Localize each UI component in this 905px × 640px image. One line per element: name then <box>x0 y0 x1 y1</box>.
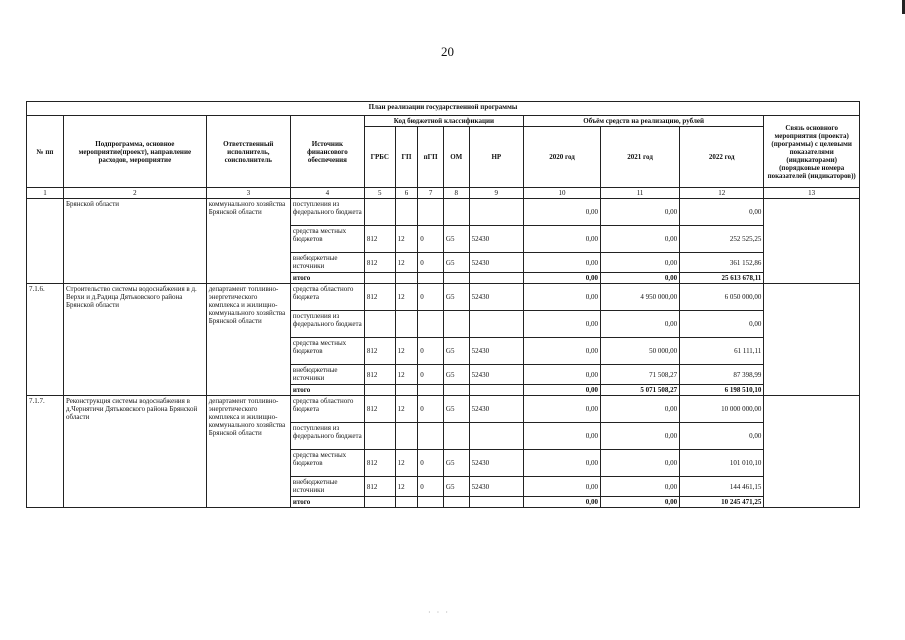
row-source: поступления из федерального бюджета <box>290 423 364 450</box>
row-source: поступления из федерального бюджета <box>290 199 364 226</box>
cell-2022: 101 010,10 <box>680 450 764 477</box>
cell-gp: 12 <box>395 284 418 311</box>
cell-2022: 252 525,25 <box>680 226 764 253</box>
header-volume: Объём средств на реализацию, рублей <box>524 116 764 127</box>
header-year-2020: 2020 год <box>524 127 601 188</box>
cell-2020: 0,00 <box>524 199 601 226</box>
empty-cell <box>418 497 444 508</box>
scan-artifact: · · · <box>428 608 450 617</box>
cell-pgp: 0 <box>418 284 444 311</box>
cell-grbs <box>364 311 395 338</box>
col-number: 2 <box>63 188 206 199</box>
cell-2020: 0,00 <box>524 311 601 338</box>
cell-om: G5 <box>443 338 469 365</box>
cell-gp: 12 <box>395 226 418 253</box>
page-number: 20 <box>441 44 454 59</box>
cell-nr <box>469 199 523 226</box>
total-2020: 0,00 <box>524 497 601 508</box>
cell-grbs: 812 <box>364 450 395 477</box>
col-number: 4 <box>290 188 364 199</box>
cell-2020: 0,00 <box>524 226 601 253</box>
cell-2022: 144 461,15 <box>680 477 764 497</box>
cell-nr <box>469 311 523 338</box>
header-year-2022: 2022 год <box>680 127 764 188</box>
cell-nr <box>469 423 523 450</box>
row-source: средства областного бюджета <box>290 396 364 423</box>
cell-nr: 52430 <box>469 338 523 365</box>
cell-pgp: 0 <box>418 396 444 423</box>
empty-cell <box>395 273 418 284</box>
header-nr: НР <box>469 127 523 188</box>
cell-2022: 361 152,86 <box>680 253 764 273</box>
empty-cell <box>364 497 395 508</box>
total-2022: 10 245 471,25 <box>680 497 764 508</box>
empty-cell <box>469 273 523 284</box>
cell-pgp <box>418 199 444 226</box>
cell-2021: 0,00 <box>601 477 680 497</box>
cell-gp: 12 <box>395 450 418 477</box>
col-number: 5 <box>364 188 395 199</box>
cell-2022: 6 050 000,00 <box>680 284 764 311</box>
empty-cell <box>418 273 444 284</box>
cell-pgp: 0 <box>418 365 444 385</box>
cell-nr: 52430 <box>469 477 523 497</box>
cell-nr: 52430 <box>469 284 523 311</box>
empty-cell <box>395 497 418 508</box>
col-number: 3 <box>206 188 290 199</box>
cell-2021: 0,00 <box>601 311 680 338</box>
row-program: Брянской области <box>63 199 206 284</box>
empty-cell <box>364 273 395 284</box>
cell-nr: 52430 <box>469 226 523 253</box>
header-year-2021: 2021 год <box>601 127 680 188</box>
cell-2021: 0,00 <box>601 450 680 477</box>
cell-2021: 0,00 <box>601 253 680 273</box>
cell-gp: 12 <box>395 477 418 497</box>
cell-2020: 0,00 <box>524 284 601 311</box>
row-executor: департамент топливно-энергетического комплекса и жилищно-коммунального хозяйства Брянской области <box>206 396 290 508</box>
cell-pgp: 0 <box>418 477 444 497</box>
row-num: 7.1.7. <box>27 396 64 508</box>
cell-grbs: 812 <box>364 396 395 423</box>
row-num: 7.1.6. <box>27 284 64 396</box>
cell-link <box>764 284 860 396</box>
row-source: средства местных бюджетов <box>290 450 364 477</box>
cell-2022: 61 111,11 <box>680 338 764 365</box>
header-gp: ГП <box>395 127 418 188</box>
cell-2022: 0,00 <box>680 311 764 338</box>
row-executor: департамент топливно-энергетического комплекса и жилищно-коммунального хозяйства Брянской области <box>206 284 290 396</box>
total-2020: 0,00 <box>524 385 601 396</box>
cell-gp: 12 <box>395 338 418 365</box>
total-2021: 0,00 <box>601 273 680 284</box>
cell-nr: 52430 <box>469 450 523 477</box>
row-source: внебюджетные источники <box>290 477 364 497</box>
cell-2022: 10 000 000,00 <box>680 396 764 423</box>
cell-om <box>443 199 469 226</box>
header-budget-code: Код бюджетной классификации <box>364 116 523 127</box>
cell-om <box>443 311 469 338</box>
cell-2021: 50 000,00 <box>601 338 680 365</box>
row-program: Реконструкция системы водоснабжения в д.Чернятичи Дятьковского района Брянской области <box>63 396 206 508</box>
row-source: средства местных бюджетов <box>290 226 364 253</box>
empty-cell <box>469 385 523 396</box>
cell-om: G5 <box>443 365 469 385</box>
header-executor: Ответственный исполнитель, соисполнитель <box>206 116 290 188</box>
cell-nr: 52430 <box>469 253 523 273</box>
empty-cell <box>443 273 469 284</box>
header-om: ОМ <box>443 127 469 188</box>
col-number: 9 <box>469 188 523 199</box>
cell-2020: 0,00 <box>524 365 601 385</box>
col-number: 6 <box>395 188 418 199</box>
cell-om: G5 <box>443 477 469 497</box>
table-row <box>27 396 860 423</box>
table-title-row <box>27 102 860 116</box>
cell-nr: 52430 <box>469 396 523 423</box>
empty-cell <box>469 497 523 508</box>
col-number: 13 <box>764 188 860 199</box>
cell-2020: 0,00 <box>524 253 601 273</box>
total-2022: 6 198 510,10 <box>680 385 764 396</box>
cell-2022: 0,00 <box>680 423 764 450</box>
cell-pgp: 0 <box>418 253 444 273</box>
empty-cell <box>443 385 469 396</box>
table-title: План реализации государственной программы <box>27 102 860 116</box>
header-link: Связь основного мероприятия (проекта) (программы) с целевыми показателями (индикаторами) (порядковые номера показателей (индикаторов)) <box>764 116 860 188</box>
row-source: средства местных бюджетов <box>290 338 364 365</box>
header-program: Подпрограмма, основное мероприятие(проект), направление расходов, мероприятие <box>63 116 206 188</box>
total-2022: 25 613 678,11 <box>680 273 764 284</box>
cell-2020: 0,00 <box>524 450 601 477</box>
cell-2021: 0,00 <box>601 226 680 253</box>
total-label: итого <box>290 497 364 508</box>
cell-2021: 71 508,27 <box>601 365 680 385</box>
header-row <box>27 116 860 127</box>
empty-cell <box>395 385 418 396</box>
table-row <box>27 199 860 226</box>
col-number: 7 <box>418 188 444 199</box>
cell-2020: 0,00 <box>524 396 601 423</box>
col-number: 11 <box>601 188 680 199</box>
cell-grbs: 812 <box>364 338 395 365</box>
cell-2021: 0,00 <box>601 423 680 450</box>
cell-2021: 0,00 <box>601 396 680 423</box>
cell-om <box>443 423 469 450</box>
empty-cell <box>364 385 395 396</box>
total-2020: 0,00 <box>524 273 601 284</box>
total-2021: 5 071 508,27 <box>601 385 680 396</box>
cell-grbs: 812 <box>364 284 395 311</box>
cell-grbs: 812 <box>364 365 395 385</box>
cell-pgp: 0 <box>418 450 444 477</box>
cell-om: G5 <box>443 284 469 311</box>
cell-om: G5 <box>443 450 469 477</box>
col-number: 10 <box>524 188 601 199</box>
cell-pgp: 0 <box>418 338 444 365</box>
col-number: 12 <box>680 188 764 199</box>
header-grbs: ГРБС <box>364 127 395 188</box>
cell-grbs <box>364 423 395 450</box>
row-source: внебюджетные источники <box>290 365 364 385</box>
row-source: внебюджетные источники <box>290 253 364 273</box>
total-label: итого <box>290 273 364 284</box>
cell-grbs: 812 <box>364 226 395 253</box>
cell-gp <box>395 311 418 338</box>
row-num <box>27 199 64 284</box>
cell-gp: 12 <box>395 396 418 423</box>
cell-2022: 87 398,99 <box>680 365 764 385</box>
cell-gp <box>395 199 418 226</box>
header-num: № пп <box>27 116 64 188</box>
cell-pgp: 0 <box>418 226 444 253</box>
cell-om: G5 <box>443 253 469 273</box>
empty-cell <box>418 385 444 396</box>
cell-2020: 0,00 <box>524 423 601 450</box>
cell-pgp <box>418 423 444 450</box>
cell-gp: 12 <box>395 365 418 385</box>
cell-link <box>764 396 860 508</box>
cell-2022: 0,00 <box>680 199 764 226</box>
cell-2020: 0,00 <box>524 477 601 497</box>
cell-2021: 0,00 <box>601 199 680 226</box>
cell-gp <box>395 423 418 450</box>
total-label: итого <box>290 385 364 396</box>
cell-nr: 52430 <box>469 365 523 385</box>
cell-grbs: 812 <box>364 477 395 497</box>
cell-pgp <box>418 311 444 338</box>
col-number: 1 <box>27 188 64 199</box>
row-source: поступления из федерального бюджета <box>290 311 364 338</box>
table-row <box>27 284 860 311</box>
header-source: Источник финансового обеспечения <box>290 116 364 188</box>
cell-link <box>764 199 860 284</box>
cell-om: G5 <box>443 226 469 253</box>
cell-2021: 4 950 000,00 <box>601 284 680 311</box>
total-2021: 0,00 <box>601 497 680 508</box>
row-source: средства областного бюджета <box>290 284 364 311</box>
empty-cell <box>443 497 469 508</box>
row-program: Строительство системы водоснабжения в д. Верхи и д.Радица Дятьковского района Брянской области <box>63 284 206 396</box>
cell-2020: 0,00 <box>524 338 601 365</box>
implementation-plan-table <box>26 101 860 508</box>
cell-grbs <box>364 199 395 226</box>
cell-grbs: 812 <box>364 253 395 273</box>
cell-om: G5 <box>443 396 469 423</box>
column-numbers-row <box>27 188 860 199</box>
col-number: 8 <box>443 188 469 199</box>
row-executor: коммунального хозяйства Брянской области <box>206 199 290 284</box>
header-pgp: пГП <box>418 127 444 188</box>
cell-gp: 12 <box>395 253 418 273</box>
